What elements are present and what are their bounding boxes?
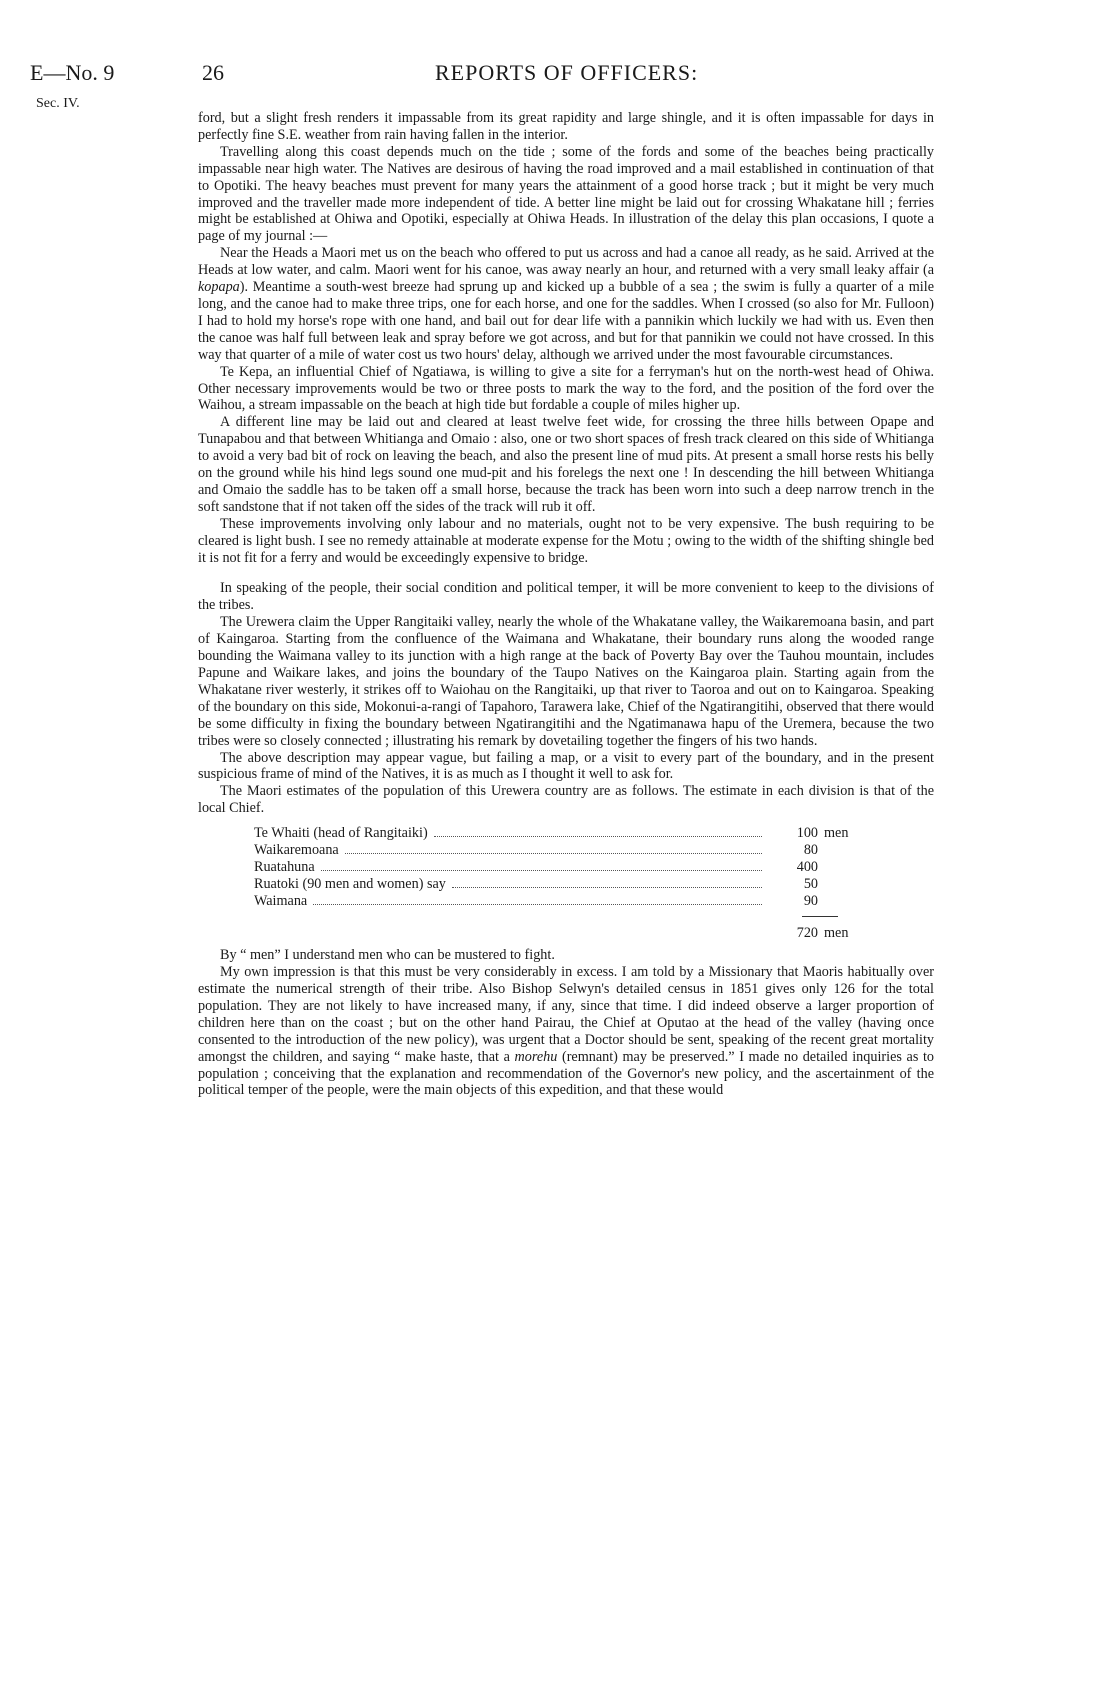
estimate-unit: men [824, 825, 849, 842]
division-name: Ruatoki (90 men and women) say [254, 876, 446, 893]
estimate-value: 90 [803, 893, 818, 910]
estimate-value: 100 [796, 825, 818, 842]
paragraph: In speaking of the people, their social condition and political temper, it will be more convenient to keep to the divisions of the tribes. [198, 580, 934, 614]
leader-dots [321, 870, 762, 871]
division-name: Waimana [254, 893, 308, 910]
division-name: Te Whaiti (head of Rangitaiki) [254, 825, 428, 842]
page-title: REPORTS OF OFFICERS: [435, 60, 699, 85]
paragraph [198, 964, 934, 1099]
population-estimates-table [254, 825, 874, 947]
division-name: Waikaremoana [254, 842, 339, 859]
leader-dots [345, 853, 762, 854]
estimate-row [254, 859, 874, 876]
paragraph: By “ men” I understand men who can be mustered to fight. [220, 947, 555, 964]
division-name: Ruatahuna [254, 859, 315, 876]
estimate-value: 80 [803, 842, 818, 859]
section-label: Sec. IV. [36, 96, 80, 111]
estimate-total-row [254, 917, 874, 947]
total-unit: men [824, 925, 849, 942]
leader-dots [313, 904, 762, 905]
paragraph: Te Kepa, an influential Chief of Ngatiawa, is willing to give a site for a ferryman's hut on the north-west head of Ohiwa. Other necessary improvements would be two or three posts to mark the way to the ford, and the position of the ford over the Waihou, a stream impassable on the beach at high tide but fordable a couple of miles higher up. [198, 363, 934, 414]
estimate-value: 400 [796, 859, 818, 876]
estimate-row [254, 876, 874, 893]
quote-text: ). Meantime a south-west breeze had sprung up and kicked up a bubble of a sea ; the swim is fully a quarter of a mile long, and the canoe had to make three trips, one for each horse, and one for the saddles. When I crossed (so also for Mr. Fulloon) I had to hold my horse's rope with one hand, and bail out for dear life with a pannikin which luckily we had with us. Even then the canoe was half full between leak and spray before we got across, and but for that pannikin we could not have crossed. In this way that quarter of a mile of water cost us two hours' delay, although we arrived under the most favourable circumstances. [198, 279, 934, 363]
maori-term: kopapa [198, 279, 240, 296]
leader-dots [452, 887, 762, 888]
paragraph-text: (remnant) may be preserved.” I made no detailed inquiries as to population ; conceiving that the explanation and recommendation of the Governor's new policy, and the ascertainment of the political temper of the people, were the main objects of this expedition, and that these would [198, 1048, 934, 1099]
journal-quote [198, 245, 934, 363]
estimate-row [254, 893, 874, 910]
paragraph: These improvements involving only labour and no materials, ought not to be very expensive. The bush requiring to be cleared is light bush. I see no remedy attainable at moderate expense for the Motu ; owing to the width of the shifting shingle bed it is not fit for a ferry and would be exceedingly expensive to bridge. [198, 515, 934, 566]
estimate-row [254, 825, 874, 842]
paragraph: The Maori estimates of the population of this Urewera country are as follows. The estimate in each division is that of the local Chief. [198, 783, 934, 817]
estimate-row [254, 842, 874, 859]
maori-term: morehu [514, 1048, 558, 1065]
paragraph: Travelling along this coast depends much on the tide ; some of the fords and some of the beaches being practically impassable near high water. The Natives are desirous of having the road improved and a mail established in continuation of that to Opotiki. The heavy beaches must prevent for many years the attainment of a good horse track ; but it might be very much improved and the traveller made more independent of tide. A better line might be laid out for crossing Whakatane hill ; ferries might be established at Ohiwa and Opotiki, especially at Ohiwa Heads. In illustration of the delay this plan occasions, I quote a page of my journal :— [198, 143, 934, 245]
estimate-value: 50 [803, 876, 818, 893]
total-value: 720 [796, 925, 818, 942]
page-number: 26 [202, 60, 224, 85]
paragraph: A different line may be laid out and cleared at least twelve feet wide, for crossing the three hills between Opape and Tunapabou and that between Whitianga and Omaio : also, one or two short spaces of fresh track cleared on this side of Whitianga to avoid a very bad bit of rock on leaving the beach, and also the present line of mud pits. At present a small horse rests his belly on the ground while his hind legs sound one mud-pit and his forelegs the next one ! In descending the hill between Whitianga and Omaio the saddle has to be taken off a small horse, because the track has been worn into such a deep narrow trench in the soft sandstone that if not taken off the sides of the track will rub it off. [198, 414, 934, 515]
document-reference: E—No. 9 [30, 60, 115, 85]
paragraph: ford, but a slight fresh renders it impassable from its great rapidity and large shingle, and it is often impassable for days in perfectly fine S.E. weather from rain having fallen in the interior. [198, 110, 934, 143]
leader-dots [434, 836, 762, 837]
paragraph: The above description may appear vague, but failing a map, or a visit to every part of the boundary, and in the present suspicious frame of mind of the Natives, it is as much as I thought it well to ask for. [198, 749, 934, 783]
quote-text: Near the Heads a Maori met us on the beach who offered to put us across and had a canoe all ready, as he said. Arrived at the Heads at low water, and calm. Maori went for his canoe, was away nearly an hour, and returned with a very small leaky affair (a [198, 245, 934, 279]
paragraph-text: My own impression is that this must be very considerably in excess. I am told by a Missionary that Maoris habitually over estimate the numerical strength of their tribe. Also Bishop Selwyn's detailed census in 1851 gives only 126 for the total population. They are not likely to have increased many, if any, since that time. I did indeed observe a larger proportion of children here than on the coast ; but on the other hand Pairau, the Chief at Oputao at the head of the valley (having once consented to the introduction of the new policy), was urgent that a Doctor should be sent, speaking of the recent great mortality amongst the children, and saying “ make haste, that a [198, 964, 934, 1065]
report-body [198, 110, 934, 1099]
paragraph: The Urewera claim the Upper Rangitaiki valley, nearly the whole of the Whakatane valley, the Waikaremoana basin, and part of Kaingaroa. Starting from the confluence of the Waimana and Whakatane, their boundary runs along the wooded range bounding the Waimana valley to its junction with a high range at the back of Poverty Bay over the Tauhou mountain, includes Papune and Waikare lakes, and joins the boundary of the Taupo Natives on the Kaingaroa plain. Starting again from the Whakatane river westerly, it strikes off to Waiohau on the Rangitaiki, up that river to Taoroa and out on to Kaingaroa. Speaking of the boundary on this side, Mokonui-a-rangi of Tapahoro, Tarawera lake, Chief of the Ngatirangitihi, observed that there would be some difficulty in fixing the boundary between Ngatirangitihi and the Ngatimanawa hapu of the Uremera, because the two tribes were so closely connected ; illustrating his remark by dovetailing together the fingers of his two hands. [198, 614, 934, 749]
